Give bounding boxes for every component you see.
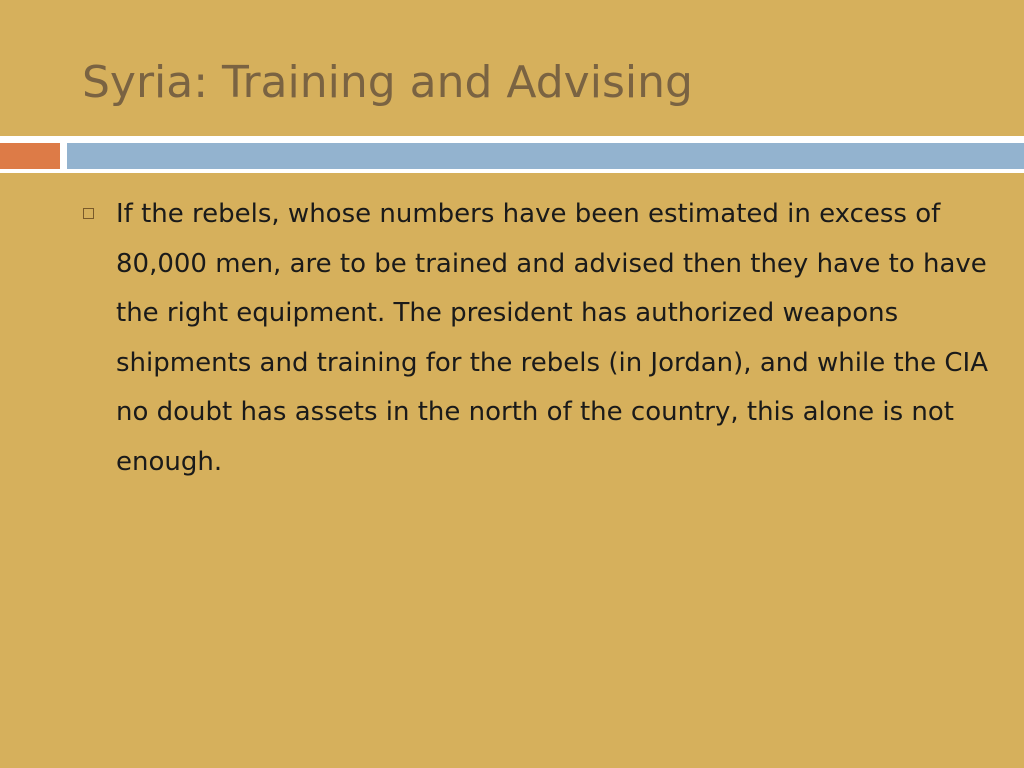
square-bullet-icon — [83, 208, 94, 219]
bullet-text: If the rebels, whose numbers have been estimated in excess of 80,000 men, are to be trained and advised then they have to have the right equipment. The president has authorized weapons shipments and training for the rebels (in Jordan), and while the CIA no doubt has assets in the north of the country, this alone is not enough. — [116, 199, 989, 477]
bullet-item — [80, 190, 990, 487]
divider-accent-blue — [67, 143, 1024, 169]
slide-content — [80, 190, 990, 487]
slide-title: Syria: Training and Advising — [82, 57, 693, 108]
divider-accent-orange — [0, 143, 60, 169]
